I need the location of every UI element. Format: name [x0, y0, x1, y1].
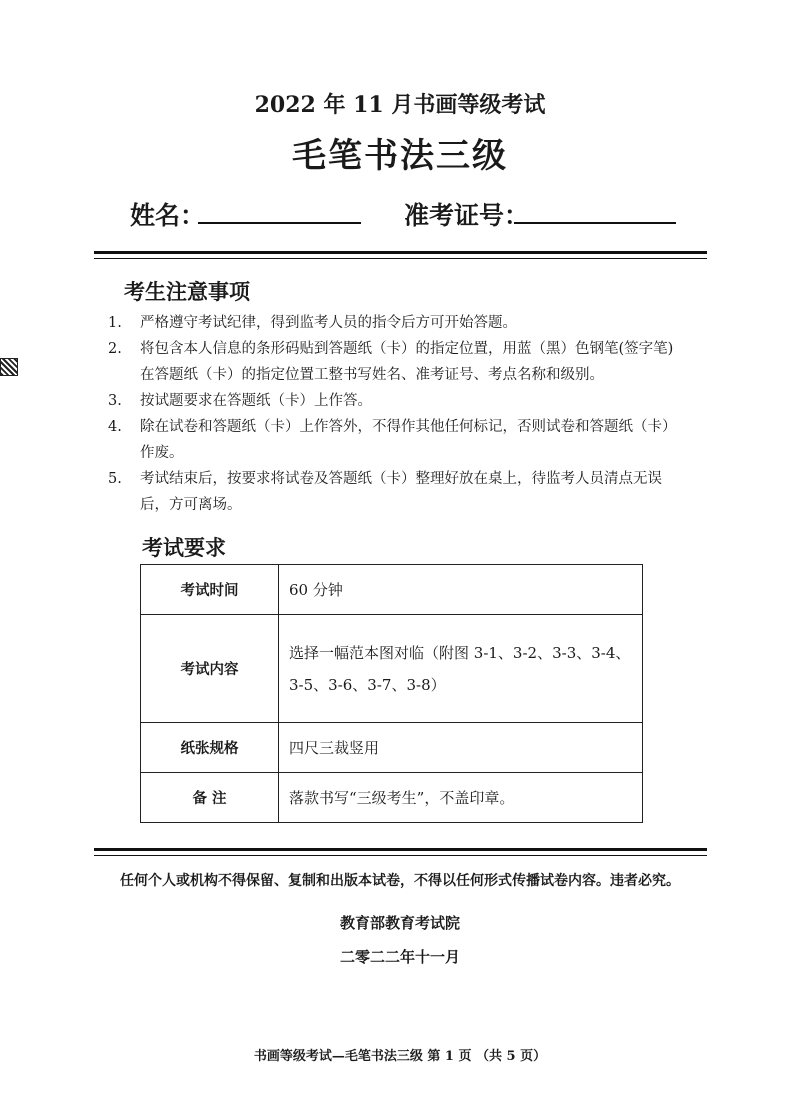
name-label: 姓名：: [130, 201, 206, 230]
header-divider-thin: [94, 258, 707, 259]
notice-text: 严格遵守考试纪律，得到监考人员的指令后方可开始答题。: [140, 315, 517, 331]
header-divider-thick: [94, 251, 707, 254]
table-row: [141, 565, 643, 615]
row-key: 备 注: [141, 773, 279, 823]
notice-item: [108, 388, 688, 414]
page-footer: 书画等级考试—毛笔书法三级 第 1 页 （共 5 页）: [253, 1049, 547, 1064]
notice-number: 5.: [108, 471, 122, 487]
exam-id-field[interactable]: [514, 222, 676, 224]
notice-number: 1.: [108, 315, 122, 331]
row-value: 60 分钟: [279, 565, 643, 615]
table-row: [141, 723, 643, 773]
notice-text: 按试题要求在答题纸（卡）上作答。: [140, 393, 372, 409]
exam-id-label: 准考证号：: [404, 201, 530, 230]
requirements-title: 考试要求: [142, 536, 226, 560]
notice-number: 2.: [108, 341, 122, 357]
notice-title: 考生注意事项: [124, 280, 250, 304]
notice-number: 4.: [108, 419, 122, 435]
row-value: 四尺三裁竖用: [279, 723, 643, 773]
notice-item: [108, 466, 688, 518]
issuer: 教育部教育考试院: [339, 914, 460, 932]
binding-margin-mark: [0, 358, 18, 376]
row-key: 考试时间: [141, 565, 279, 615]
footer-divider-thin: [94, 855, 707, 856]
exam-subtitle: 毛笔书法三级: [292, 136, 508, 176]
exam-title: 2022 年 11 月书画等级考试: [254, 92, 546, 118]
notice-text: 将包含本人信息的条形码贴到答题纸（卡）的指定位置，用蓝（黑）色钢笔(签字笔) 在答题纸（卡）的指定位置工整书写姓名、准考证号、考点名称和级别。: [140, 341, 674, 383]
table-row: [141, 615, 643, 723]
notice-item: [108, 336, 688, 388]
notice-item: [108, 414, 688, 466]
row-key: 考试内容: [141, 615, 279, 723]
copyright-warning: 任何个人或机构不得保留、复制和出版本试卷，不得以任何形式传播试卷内容。违者必究。: [120, 873, 680, 889]
notice-list: [108, 310, 688, 518]
requirements-table: [140, 564, 643, 823]
notice-text: 除在试卷和答题纸（卡）上作答外，不得作其他任何标记，否则试卷和答题纸（卡）作废。: [140, 419, 677, 461]
row-key: 纸张规格: [141, 723, 279, 773]
notice-item: [108, 310, 688, 336]
row-value: 选择一幅范本图对临（附图 3-1、3-2、3-3、3-4、3-5、3-6、3-7、3-8）: [279, 615, 643, 723]
notice-number: 3.: [108, 393, 122, 409]
name-field[interactable]: [198, 222, 361, 224]
issue-date: 二零二二年十一月: [339, 948, 460, 966]
footer-divider-thick: [94, 848, 707, 851]
row-value: 落款书写“三级考生”，不盖印章。: [279, 773, 643, 823]
notice-text: 考试结束后，按要求将试卷及答题纸（卡）整理好放在桌上，待监考人员清点无误后，方可离场。: [140, 471, 662, 513]
table-row: [141, 773, 643, 823]
